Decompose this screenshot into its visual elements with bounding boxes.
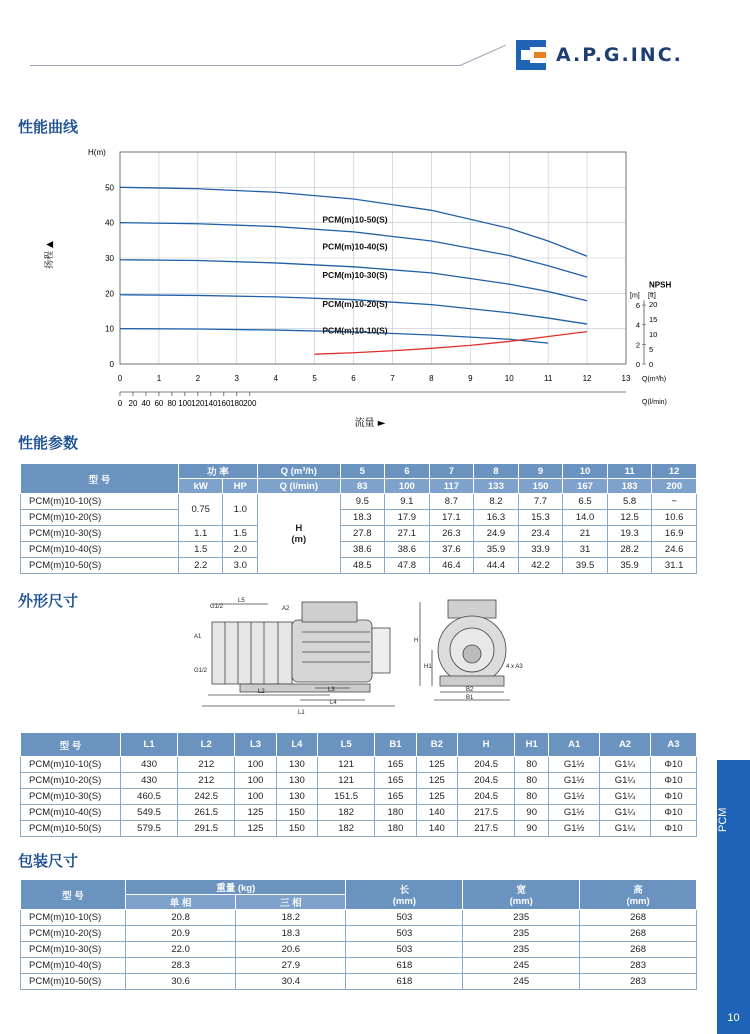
npsh-title: NPSH bbox=[649, 280, 672, 290]
cell-dim: Φ10 bbox=[650, 773, 696, 789]
performance-chart-svg bbox=[40, 140, 680, 440]
cell-head-value: 35.9 bbox=[607, 558, 652, 574]
cell-dim: Φ10 bbox=[650, 789, 696, 805]
header-rule-diagonal bbox=[460, 45, 506, 66]
y-axis-unit: H(m) bbox=[88, 148, 106, 157]
cell-pack: 268 bbox=[580, 910, 697, 926]
x-tick-label-top: 2 bbox=[195, 374, 201, 383]
npsh-m-tick: 6 bbox=[635, 301, 640, 311]
cell-dim: 80 bbox=[515, 757, 549, 773]
cell-head-value: 17.9 bbox=[385, 510, 430, 526]
section-title-pack: 包装尺寸 bbox=[18, 852, 79, 870]
cell-head-value: 15.3 bbox=[518, 510, 563, 526]
cell-head-value: 10.6 bbox=[652, 510, 697, 526]
col-header-weight: 重量 (kg) bbox=[126, 880, 346, 895]
cell-dim: 140 bbox=[416, 805, 457, 821]
cell-head-value: 18.3 bbox=[340, 510, 385, 526]
col-header-lmin: 150 bbox=[518, 479, 563, 494]
col-header-dim: B2 bbox=[416, 733, 457, 757]
cell-dim: 291.5 bbox=[178, 821, 235, 837]
cell-kw: 0.75 bbox=[178, 494, 223, 526]
cell-head-value: 7.7 bbox=[518, 494, 563, 510]
table-row bbox=[21, 542, 697, 558]
cell-dim: 430 bbox=[121, 757, 178, 773]
cell-head-value: 47.8 bbox=[385, 558, 430, 574]
npsh-ft-tick: 5 bbox=[649, 345, 654, 355]
cell-hp: 1.0 bbox=[223, 494, 258, 526]
cell-dim: 125 bbox=[416, 773, 457, 789]
cell-pack: 618 bbox=[346, 974, 463, 990]
cell-pack: 268 bbox=[580, 926, 697, 942]
label-h: H bbox=[414, 638, 419, 644]
x-tick-label-bottom: 180 bbox=[230, 399, 244, 408]
col-header-q: 10 bbox=[563, 464, 608, 479]
cell-hp: 3.0 bbox=[223, 558, 258, 574]
side-view-drawing bbox=[190, 592, 415, 721]
col-header-dim: A1 bbox=[549, 733, 600, 757]
x-tick-label-bottom: 0 bbox=[117, 399, 123, 408]
cell-model: PCM(m)10-30(S) bbox=[21, 789, 121, 805]
front-view-drawing bbox=[410, 592, 530, 711]
col-header-weight-phase: 单 相 bbox=[126, 895, 236, 910]
col-header-model: 型 号 bbox=[21, 464, 179, 494]
performance-chart bbox=[40, 140, 680, 440]
cell-kw: 2.2 bbox=[178, 558, 223, 574]
x-axis-unit-top: Q(m³/h) bbox=[642, 376, 667, 383]
x-tick-label-top: 7 bbox=[390, 374, 395, 383]
col-header-power-unit: kW bbox=[178, 479, 223, 494]
col-header-dim: B1 bbox=[375, 733, 416, 757]
col-header-lmin: 133 bbox=[474, 479, 519, 494]
col-header-lmin: 200 bbox=[652, 479, 697, 494]
table-row bbox=[21, 757, 697, 773]
x-axis-unit-bottom: Q(l/min) bbox=[642, 399, 667, 406]
cell-head-value: 24.9 bbox=[474, 526, 519, 542]
cell-dim: 130 bbox=[276, 789, 317, 805]
cell-head-value: 8.2 bbox=[474, 494, 519, 510]
cell-head-value: 8.7 bbox=[429, 494, 474, 510]
cell-head-value: 19.3 bbox=[607, 526, 652, 542]
cell-dim: 182 bbox=[318, 805, 375, 821]
cell-head-value: 9.5 bbox=[340, 494, 385, 510]
cell-dim: 165 bbox=[375, 789, 416, 805]
cell-pack: 27.9 bbox=[236, 958, 346, 974]
col-header-dim: H1 bbox=[515, 733, 549, 757]
cell-dim: G1½ bbox=[549, 821, 600, 837]
col-header-dim: L1 bbox=[121, 733, 178, 757]
cell-model: PCM(m)10-20(S) bbox=[21, 926, 126, 942]
x-tick-label-bottom: 80 bbox=[167, 399, 177, 408]
cell-model: PCM(m)10-50(S) bbox=[21, 974, 126, 990]
cell-head-value: 42.2 bbox=[518, 558, 563, 574]
series-label: PCM(m)10-20(S) bbox=[322, 298, 388, 309]
label-l3: L3 bbox=[328, 687, 335, 693]
cell-head-value: 17.1 bbox=[429, 510, 474, 526]
x-tick-label-bottom: 140 bbox=[204, 399, 218, 408]
col-header-dim: L5 bbox=[318, 733, 375, 757]
page-number: 10 bbox=[727, 1012, 740, 1024]
cell-pack: 283 bbox=[580, 974, 697, 990]
section-title-curve: 性能曲线 bbox=[18, 118, 79, 136]
col-header-weight-phase: 三 相 bbox=[236, 895, 346, 910]
cell-head-value: 5.8 bbox=[607, 494, 652, 510]
cell-dim: 242.5 bbox=[178, 789, 235, 805]
cell-dim: 90 bbox=[515, 821, 549, 837]
cell-kw: 1.1 bbox=[178, 526, 223, 542]
cell-dim: 125 bbox=[235, 821, 276, 837]
cell-dim: G1½ bbox=[549, 757, 600, 773]
table-row bbox=[21, 910, 697, 926]
params-header-row bbox=[21, 464, 697, 479]
cell-head-value: 14.0 bbox=[563, 510, 608, 526]
col-header-dim: L3 bbox=[235, 733, 276, 757]
cell-model: PCM(m)10-10(S) bbox=[21, 910, 126, 926]
label-b1: B1 bbox=[466, 695, 474, 701]
col-header-size: 宽 (mm) bbox=[463, 880, 580, 910]
cell-model: PCM(m)10-30(S) bbox=[21, 942, 126, 958]
cell-hp: 2.0 bbox=[223, 542, 258, 558]
x-tick-label-top: 4 bbox=[273, 374, 278, 383]
x-tick-label-bottom: 200 bbox=[243, 399, 257, 408]
cell-dim: G1½ bbox=[549, 789, 600, 805]
cell-dim: G1½ bbox=[549, 805, 600, 821]
col-header-dim: L2 bbox=[178, 733, 235, 757]
col-header-size: 长 (mm) bbox=[346, 880, 463, 910]
npsh-m-tick: 4 bbox=[635, 320, 640, 330]
npsh-ft-tick: 20 bbox=[649, 300, 658, 310]
cell-dim: 130 bbox=[276, 773, 317, 789]
cell-head-value: 46.4 bbox=[429, 558, 474, 574]
label-h1: H1 bbox=[424, 664, 432, 670]
cell-h-label: H (m) bbox=[258, 494, 341, 574]
cell-model: PCM(m)10-20(S) bbox=[21, 510, 179, 526]
cell-pack: 235 bbox=[463, 926, 580, 942]
cell-dim: 151.5 bbox=[318, 789, 375, 805]
col-header-lmin: 100 bbox=[385, 479, 430, 494]
cell-hp: 1.5 bbox=[223, 526, 258, 542]
logo-mark-icon bbox=[516, 40, 546, 70]
pack-table bbox=[20, 879, 697, 990]
col-header-q: 5 bbox=[340, 464, 385, 479]
y-tick-label: 50 bbox=[105, 183, 114, 193]
cell-dim: 150 bbox=[276, 821, 317, 837]
x-tick-label-bottom: 160 bbox=[217, 399, 231, 408]
x-axis-label: 流量 ► bbox=[354, 418, 386, 429]
series-label: PCM(m)10-30(S) bbox=[322, 270, 388, 281]
dims-table bbox=[20, 732, 697, 837]
x-tick-label-bottom: 100 bbox=[178, 399, 192, 408]
cell-dim: 549.5 bbox=[121, 805, 178, 821]
logo bbox=[516, 40, 683, 70]
cell-pack: 20.6 bbox=[236, 942, 346, 958]
cell-head-value: 28.2 bbox=[607, 542, 652, 558]
cell-dim: 204.5 bbox=[458, 789, 515, 805]
cell-pack: 30.6 bbox=[126, 974, 236, 990]
cell-head-value: 24.6 bbox=[652, 542, 697, 558]
cell-head-value: 33.9 bbox=[518, 542, 563, 558]
cell-head-value: 21 bbox=[563, 526, 608, 542]
y-tick-label: 20 bbox=[105, 289, 114, 299]
cell-model: PCM(m)10-10(S) bbox=[21, 757, 121, 773]
col-header-q: 9 bbox=[518, 464, 563, 479]
npsh-unit-ft: [ft] bbox=[648, 292, 656, 300]
table-row bbox=[21, 526, 697, 542]
label-l5: L5 bbox=[238, 598, 245, 604]
cell-dim: 150 bbox=[276, 805, 317, 821]
cell-dim: 165 bbox=[375, 757, 416, 773]
label-a1: A1 bbox=[194, 634, 202, 640]
cell-model: PCM(m)10-50(S) bbox=[21, 558, 179, 574]
npsh-ft-tick: 15 bbox=[649, 315, 658, 325]
cell-head-value: 16.3 bbox=[474, 510, 519, 526]
table-row bbox=[21, 773, 697, 789]
cell-head-value: 12.5 bbox=[607, 510, 652, 526]
label-l4: L4 bbox=[330, 700, 337, 706]
col-header-q-m3h: Q (m³/h) bbox=[258, 464, 341, 479]
cell-pack: 503 bbox=[346, 942, 463, 958]
cell-pack: 28.3 bbox=[126, 958, 236, 974]
cell-pack: 268 bbox=[580, 942, 697, 958]
cell-dim: 125 bbox=[416, 789, 457, 805]
dims-header-row bbox=[21, 733, 697, 757]
series-label: PCM(m)10-10(S) bbox=[322, 325, 388, 336]
table-row bbox=[21, 805, 697, 821]
cell-head-value: 35.9 bbox=[474, 542, 519, 558]
section-title-params: 性能参数 bbox=[18, 434, 79, 452]
label-l2: L2 bbox=[258, 689, 265, 695]
cell-dim: 100 bbox=[235, 757, 276, 773]
x-tick-label-top: 0 bbox=[117, 374, 123, 383]
table-row bbox=[21, 510, 697, 526]
cell-pack: 18.2 bbox=[236, 910, 346, 926]
cell-dim: 130 bbox=[276, 757, 317, 773]
col-header-lmin: 117 bbox=[429, 479, 474, 494]
cell-dim: 180 bbox=[375, 805, 416, 821]
cell-head-value: 38.6 bbox=[385, 542, 430, 558]
y-tick-label: 40 bbox=[105, 218, 114, 228]
npsh-m-tick: 2 bbox=[635, 340, 640, 350]
cell-head-value: 44.4 bbox=[474, 558, 519, 574]
cell-pack: 30.4 bbox=[236, 974, 346, 990]
npsh-ft-tick: 0 bbox=[649, 360, 654, 369]
x-tick-label-bottom: 60 bbox=[154, 399, 164, 408]
cell-dim: 212 bbox=[178, 757, 235, 773]
x-tick-label-top: 13 bbox=[621, 374, 631, 383]
table-row bbox=[21, 926, 697, 942]
cell-head-value: 16.9 bbox=[652, 526, 697, 542]
col-header-dim: H bbox=[458, 733, 515, 757]
col-header-q: 12 bbox=[652, 464, 697, 479]
cell-pack: 18.3 bbox=[236, 926, 346, 942]
col-header-lmin: 183 bbox=[607, 479, 652, 494]
cell-dim: 100 bbox=[235, 773, 276, 789]
x-tick-label-top: 5 bbox=[312, 374, 317, 383]
y-tick-label: 0 bbox=[109, 360, 114, 369]
x-tick-label-top: 8 bbox=[429, 374, 434, 383]
cell-dim: 217.5 bbox=[458, 805, 515, 821]
col-header-power-unit: HP bbox=[223, 479, 258, 494]
x-tick-label-bottom: 20 bbox=[128, 399, 138, 408]
cell-head-value: 31 bbox=[563, 542, 608, 558]
cell-pack: 503 bbox=[346, 910, 463, 926]
cell-dim: 80 bbox=[515, 773, 549, 789]
label-a2: A2 bbox=[282, 606, 290, 612]
cell-dim: 100 bbox=[235, 789, 276, 805]
label-g-top: G1/2 bbox=[210, 604, 224, 610]
npsh-ft-tick: 10 bbox=[649, 330, 658, 340]
table-row bbox=[21, 821, 697, 837]
cell-model: PCM(m)10-40(S) bbox=[21, 958, 126, 974]
cell-dim: 140 bbox=[416, 821, 457, 837]
cell-dim: G1¼ bbox=[600, 773, 651, 789]
cell-dim: 125 bbox=[235, 805, 276, 821]
cell-model: PCM(m)10-10(S) bbox=[21, 494, 179, 510]
cell-dim: G1½ bbox=[549, 773, 600, 789]
side-tab bbox=[717, 760, 750, 1034]
cell-head-value: 38.6 bbox=[340, 542, 385, 558]
cell-model: PCM(m)10-40(S) bbox=[21, 805, 121, 821]
table-row bbox=[21, 789, 697, 805]
cell-dim: Φ10 bbox=[650, 757, 696, 773]
cell-pack: 245 bbox=[463, 958, 580, 974]
cell-dim: 182 bbox=[318, 821, 375, 837]
cell-dim: 121 bbox=[318, 757, 375, 773]
cell-dim: 430 bbox=[121, 773, 178, 789]
table-row bbox=[21, 974, 697, 990]
col-header-lmin: 167 bbox=[563, 479, 608, 494]
x-tick-label-top: 10 bbox=[504, 374, 514, 383]
cell-dim: 212 bbox=[178, 773, 235, 789]
x-tick-label-top: 6 bbox=[351, 374, 356, 383]
cell-dim: G1¼ bbox=[600, 757, 651, 773]
series-label: PCM(m)10-40(S) bbox=[322, 241, 388, 252]
cell-kw: 1.5 bbox=[178, 542, 223, 558]
table-row bbox=[21, 958, 697, 974]
cell-dim: G1¼ bbox=[600, 821, 651, 837]
cell-pack: 20.8 bbox=[126, 910, 236, 926]
cell-dim: 121 bbox=[318, 773, 375, 789]
y-tick-label: 30 bbox=[105, 254, 114, 263]
x-tick-label-bottom: 40 bbox=[141, 399, 151, 408]
x-tick-label-bottom: 120 bbox=[191, 399, 205, 408]
cell-dim: 125 bbox=[416, 757, 457, 773]
y-tick-label: 10 bbox=[105, 324, 114, 334]
cell-head-value: 31.1 bbox=[652, 558, 697, 574]
cell-dim: Φ10 bbox=[650, 821, 696, 837]
npsh-unit-m: [m] bbox=[630, 292, 640, 300]
cell-dim: 579.5 bbox=[121, 821, 178, 837]
cell-dim: 165 bbox=[375, 773, 416, 789]
cell-head-value: − bbox=[652, 494, 697, 510]
cell-head-value: 39.5 bbox=[563, 558, 608, 574]
cell-pack: 503 bbox=[346, 926, 463, 942]
cell-dim: 217.5 bbox=[458, 821, 515, 837]
cell-dim: Φ10 bbox=[650, 805, 696, 821]
cell-dim: G1¼ bbox=[600, 805, 651, 821]
cell-dim: 180 bbox=[375, 821, 416, 837]
cell-pack: 20.9 bbox=[126, 926, 236, 942]
cell-head-value: 37.6 bbox=[429, 542, 474, 558]
table-row bbox=[21, 942, 697, 958]
cell-model: PCM(m)10-50(S) bbox=[21, 821, 121, 837]
col-header-dim: L4 bbox=[276, 733, 317, 757]
cell-head-value: 27.8 bbox=[340, 526, 385, 542]
label-b2: B2 bbox=[466, 687, 474, 693]
logo-text: A.P.G.INC. bbox=[556, 44, 683, 66]
col-header-q-lmin: Q (l/min) bbox=[258, 479, 341, 494]
cell-pack: 235 bbox=[463, 910, 580, 926]
col-header-dim: A2 bbox=[600, 733, 651, 757]
x-tick-label-top: 12 bbox=[582, 374, 592, 383]
cell-head-value: 48.5 bbox=[340, 558, 385, 574]
cell-head-value: 26.3 bbox=[429, 526, 474, 542]
cell-model: PCM(m)10-30(S) bbox=[21, 526, 179, 542]
cell-pack: 22.0 bbox=[126, 942, 236, 958]
cell-dim: 460.5 bbox=[121, 789, 178, 805]
cell-head-value: 6.5 bbox=[563, 494, 608, 510]
cell-head-value: 23.4 bbox=[518, 526, 563, 542]
x-tick-label-top: 1 bbox=[156, 374, 162, 383]
x-tick-label-top: 3 bbox=[234, 374, 239, 383]
npsh-m-tick: 0 bbox=[635, 360, 640, 369]
x-tick-label-top: 9 bbox=[468, 374, 473, 383]
col-header-power: 功 率 bbox=[178, 464, 257, 479]
col-header-dim: A3 bbox=[650, 733, 696, 757]
label-g-bottom: G1/2 bbox=[194, 668, 208, 674]
side-tab-label: PCM bbox=[717, 807, 729, 833]
cell-model: PCM(m)10-40(S) bbox=[21, 542, 179, 558]
y-axis-label: 扬程 ▲ bbox=[45, 241, 55, 269]
cell-dim: 80 bbox=[515, 789, 549, 805]
cell-head-value: 27.1 bbox=[385, 526, 430, 542]
cell-pack: 618 bbox=[346, 958, 463, 974]
cell-dim: 204.5 bbox=[458, 773, 515, 789]
header-rule bbox=[30, 65, 460, 66]
col-header-size: 高 (mm) bbox=[580, 880, 697, 910]
label-l1: L1 bbox=[298, 710, 305, 716]
cell-dim: 204.5 bbox=[458, 757, 515, 773]
section-title-dims: 外形尺寸 bbox=[18, 592, 79, 610]
cell-pack: 245 bbox=[463, 974, 580, 990]
col-header-dim: 型 号 bbox=[21, 733, 121, 757]
col-header-q: 7 bbox=[429, 464, 474, 479]
cell-dim: 261.5 bbox=[178, 805, 235, 821]
col-header-model: 型 号 bbox=[21, 880, 126, 910]
cell-head-value: 9.1 bbox=[385, 494, 430, 510]
params-table bbox=[20, 463, 697, 574]
table-row bbox=[21, 558, 697, 574]
label-4xa3: 4 x A3 bbox=[506, 664, 523, 670]
pack-header-row bbox=[21, 880, 697, 895]
series-label: PCM(m)10-50(S) bbox=[322, 214, 388, 225]
cell-dim: 90 bbox=[515, 805, 549, 821]
table-row bbox=[21, 494, 697, 510]
cell-pack: 235 bbox=[463, 942, 580, 958]
cell-dim: G1¼ bbox=[600, 789, 651, 805]
cell-pack: 283 bbox=[580, 958, 697, 974]
col-header-q: 11 bbox=[607, 464, 652, 479]
x-tick-label-top: 11 bbox=[543, 374, 553, 383]
col-header-q: 6 bbox=[385, 464, 430, 479]
col-header-lmin: 83 bbox=[340, 479, 385, 494]
col-header-q: 8 bbox=[474, 464, 519, 479]
cell-model: PCM(m)10-20(S) bbox=[21, 773, 121, 789]
